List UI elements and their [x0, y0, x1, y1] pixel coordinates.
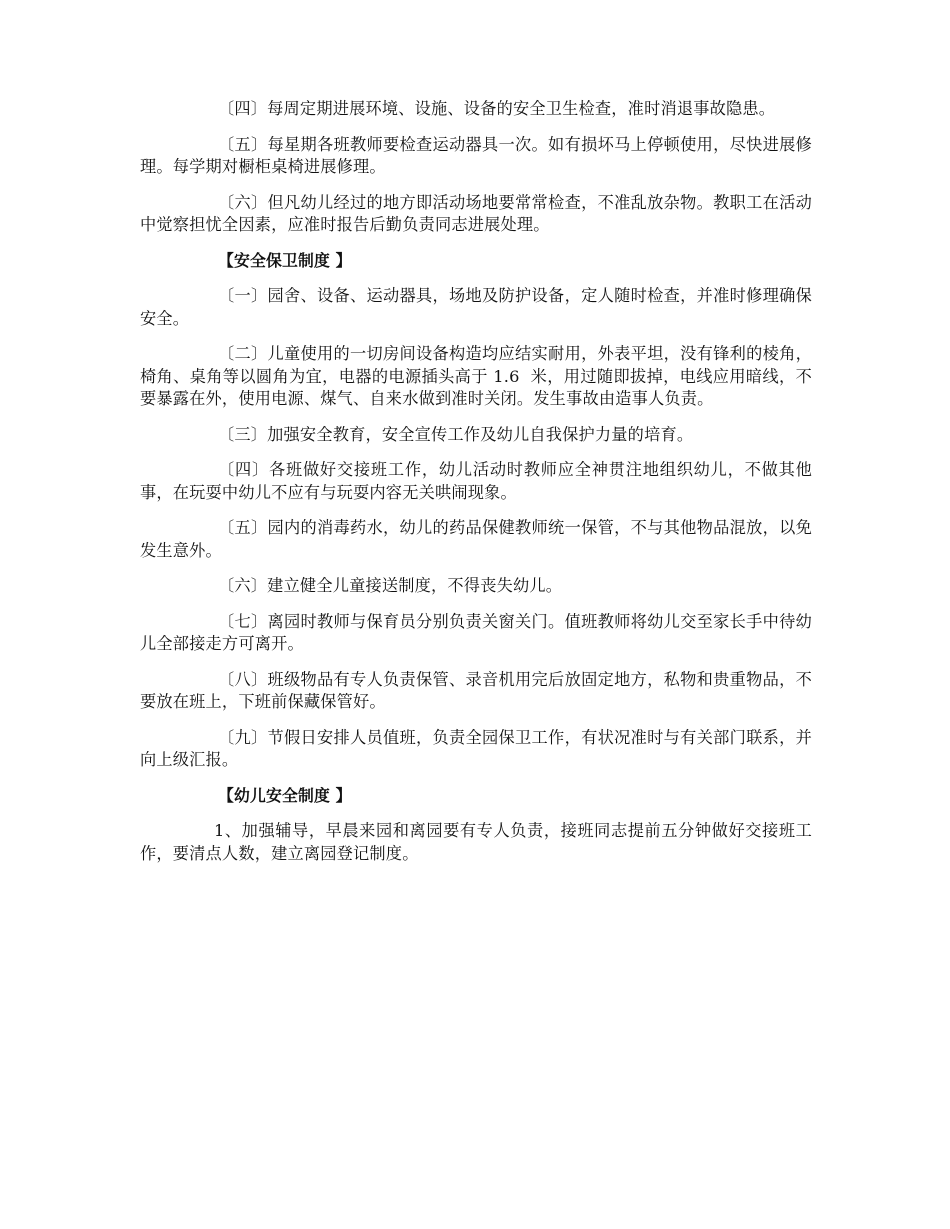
- paragraph-security-item-2: 〔二〕儿童使用的一切房间设备构造均应结实耐用，外表平坦，没有锋利的棱角，椅角、桌角等以圆角为宜，电器的电源插头高于 1.6 米，用过随即拔掉，电线应用暗线，不要暴露在外，使用电源、煤气、自来水做到准时关闭。发生事故由造事人负责。: [140, 344, 812, 408]
- paragraph-security-item-4: 〔四〕各班做好交接班工作，幼儿活动时教师应全神贯注地组织幼儿，不做其他事，在玩耍中幼儿不应有与玩耍内容无关哄闹现象。: [140, 460, 812, 502]
- paragraph-security-item-7: 〔七〕离园时教师与保育员分别负责关窗关门。值班教师将幼儿交至家长手中待幼儿全部接走方可离开。: [140, 611, 812, 653]
- paragraph-security-item-3: 〔三〕加强安全教育，安全宣传工作及幼儿自我保护力量的培育。: [218, 424, 694, 444]
- heading-child-safety-rules: 【幼儿安全制度 】: [218, 785, 352, 805]
- heading-security-rules: 【安全保卫制度 】: [218, 250, 352, 270]
- document-page: [140, 98, 812, 878]
- paragraph-security-item-5: 〔五〕园内的消毒药水，幼儿的药品保健教师统一保管，不与其他物品混放，以免发生意外。: [140, 518, 812, 560]
- paragraph-child-item-1: 1、加强辅导，早晨来园和离园要有专人负责，接班同志提前五分钟做好交接班工作，要清点人数，建立离园登记制度。: [140, 821, 812, 863]
- paragraph-section1-item-4: 〔四〕每周定期进展环境、设施、设备的安全卫生检查，准时消退事故隐患。: [218, 99, 776, 118]
- paragraph-security-item-6: 〔六〕建立健全儿童接送制度，不得丧失幼儿。: [218, 576, 563, 595]
- paragraph-section1-item-6: 〔六〕但凡幼儿经过的地方即活动场地要常常检查，不准乱放杂物。教职工在活动中觉察担忧全因素，应准时报告后勤负责同志进展处理。: [140, 192, 812, 234]
- paragraph-security-item-1: 〔一〕园舍、设备、运动器具，场地及防护设备，定人随时检查，并准时修理确保安全。: [140, 286, 812, 328]
- paragraph-security-item-9: 〔九〕节假日安排人员值班，负责全园保卫工作，有状况准时与有关部门联系，并向上级汇报。: [140, 727, 812, 769]
- paragraph-section1-item-5: 〔五〕每星期各班教师要检查运动器具一次。如有损坏马上停顿使用，尽快进展修理。每学期对橱柜桌椅进展修理。: [140, 134, 812, 176]
- paragraph-security-item-8: 〔八〕班级物品有专人负责保管、录音机用完后放固定地方，私物和贵重物品，不要放在班上，下班前保藏保管好。: [140, 669, 812, 711]
